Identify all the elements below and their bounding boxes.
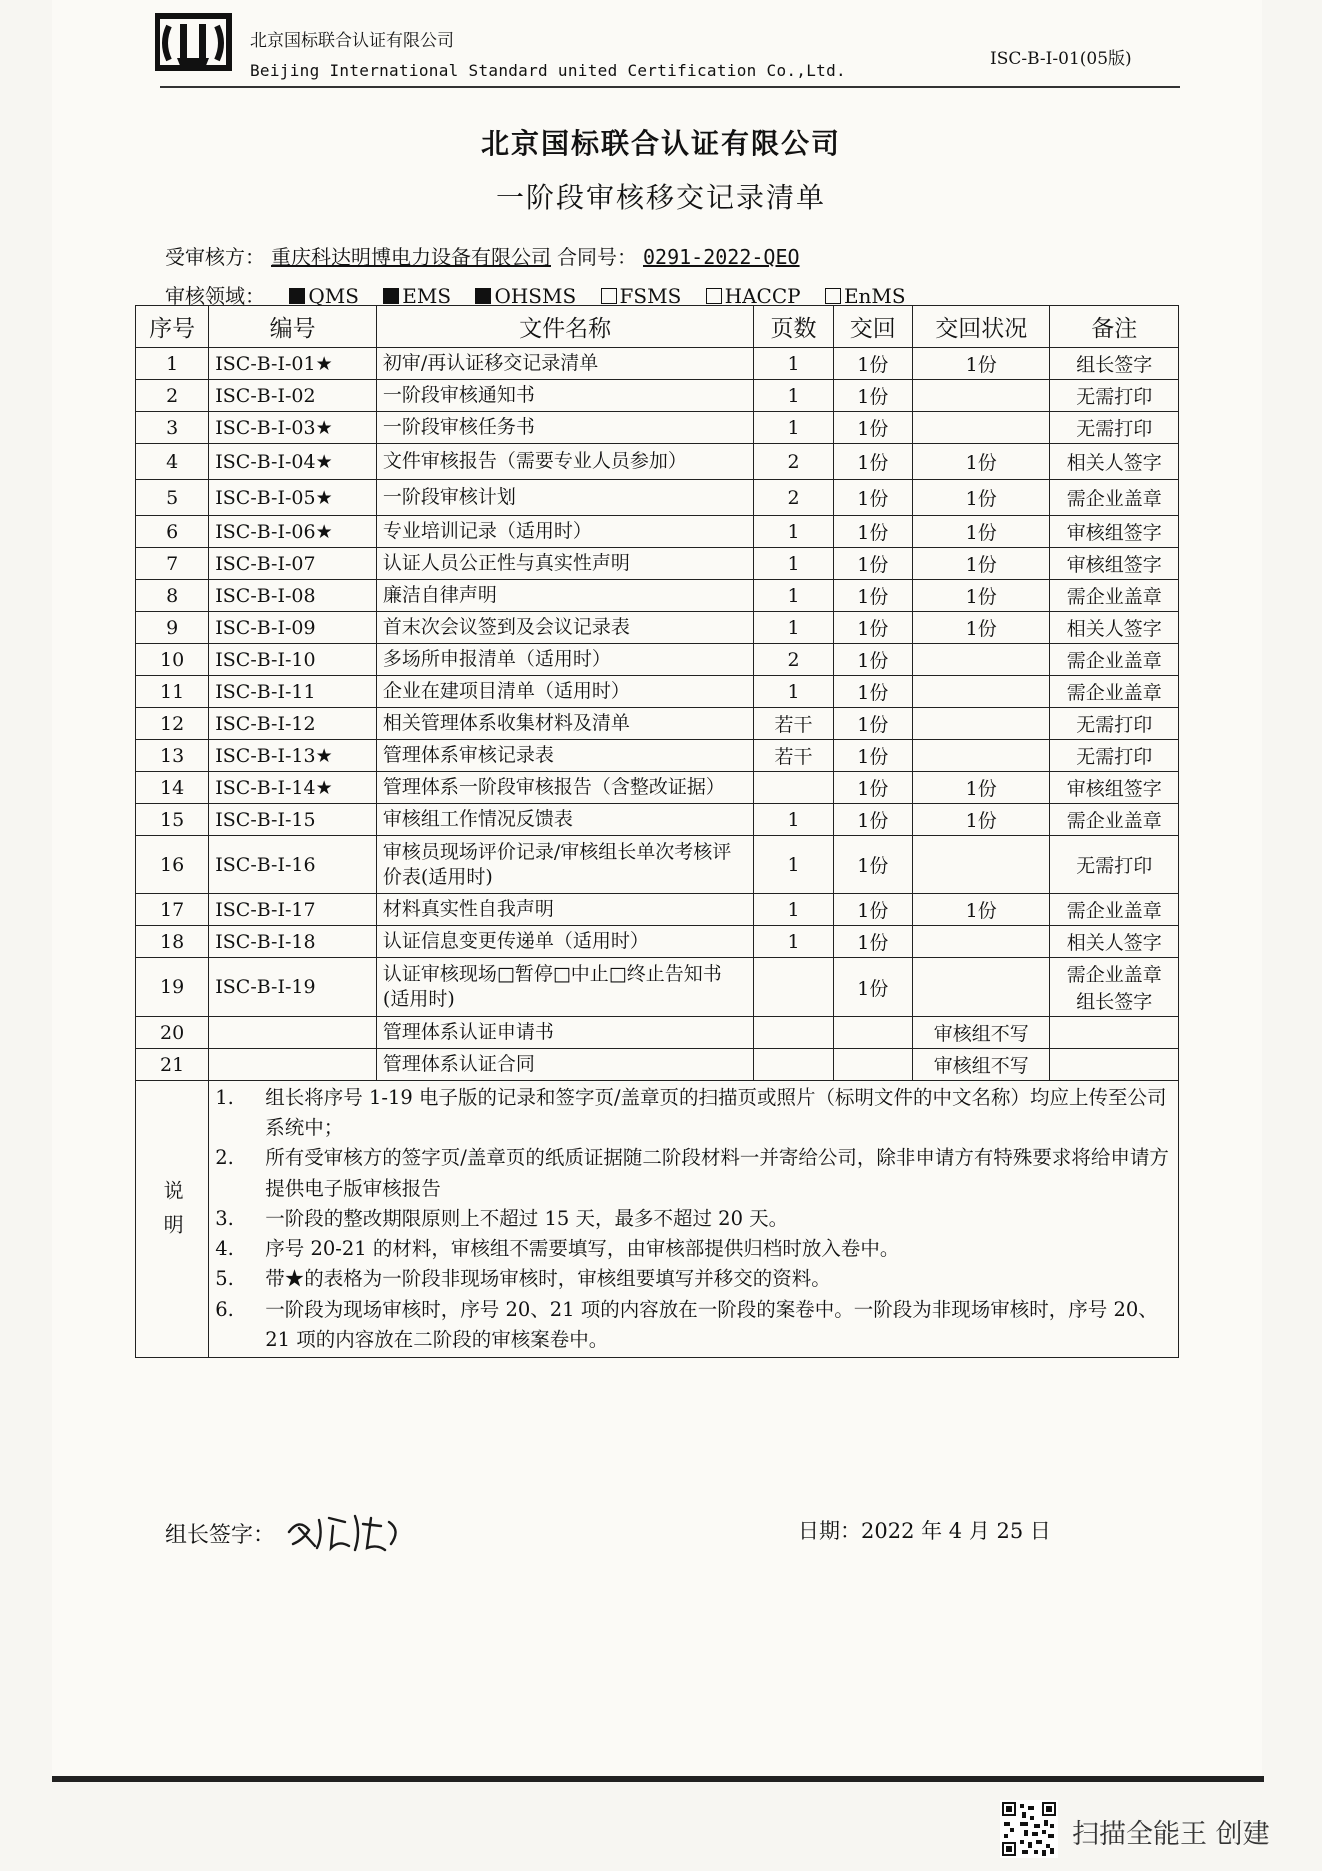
row-status: 1份: [912, 612, 1050, 644]
document-subtitle: 一阶段审核移交记录清单: [495, 181, 826, 214]
domain-ems: EMS: [383, 284, 451, 308]
note-text: 一阶段为现场审核时，序号 20、21 项的内容放在一阶段的案卷中。一阶段为非现场审核时，序号 20、21 项的内容放在二阶段的审核案卷中。: [265, 1297, 1158, 1351]
row-note: 审核组签字: [1050, 772, 1179, 804]
row-no: 8: [136, 580, 209, 612]
row-pages: 1: [754, 612, 833, 644]
row-handed: 1份: [833, 926, 912, 958]
row-code: ISC-B-I-18: [209, 926, 377, 958]
row-code: ISC-B-I-01★: [209, 348, 377, 380]
row-name: 一阶段审核任务书: [376, 412, 753, 444]
row-no: 15: [136, 804, 209, 836]
row-no: 3: [136, 412, 209, 444]
domain-ohsms: OHSMS: [475, 284, 576, 308]
row-name: 一阶段审核计划: [376, 480, 753, 516]
notes-label: 说明: [136, 1081, 209, 1358]
row-status: [912, 380, 1050, 412]
row-name: 管理体系认证申请书: [376, 1017, 753, 1049]
row-handed: 1份: [833, 548, 912, 580]
col-header-name: 文件名称: [376, 306, 753, 348]
row-status: 1份: [912, 894, 1050, 926]
row-note: 审核组签字: [1050, 516, 1179, 548]
note-item: [215, 1083, 1172, 1143]
row-handed: [833, 1049, 912, 1081]
company-name-cn: 北京国标联合认证有限公司: [250, 31, 454, 51]
row-handed: 1份: [833, 836, 912, 894]
row-note: [1050, 958, 1179, 1017]
row-pages: 1: [754, 676, 833, 708]
domain-fsms: FSMS: [601, 284, 682, 308]
row-handed: 1份: [833, 740, 912, 772]
row-name: 廉洁自律声明: [376, 580, 753, 612]
row-pages: 若干: [754, 740, 833, 772]
auditee-label: 受审核方：: [165, 245, 265, 269]
table-row: [136, 926, 1179, 958]
row-note: 无需打印: [1050, 836, 1179, 894]
row-name: 企业在建项目清单（适用时）: [376, 676, 753, 708]
date-value: 2022 年 4 月 25 日: [861, 1519, 1051, 1543]
table-row: [136, 516, 1179, 548]
row-note: 需企业盖章: [1050, 480, 1179, 516]
table-row: [136, 772, 1179, 804]
row-pages: 1: [754, 580, 833, 612]
row-status: [912, 958, 1050, 1017]
company-logo: [155, 12, 235, 74]
handover-table: [135, 305, 1179, 1358]
row-code: ISC-B-I-17: [209, 894, 377, 926]
contract-label: 合同号：: [557, 245, 637, 269]
leader-signature-label: 组长签字：: [165, 1523, 276, 1548]
row-no: 12: [136, 708, 209, 740]
note-item: [215, 1264, 1172, 1294]
col-header-pages: 页数: [754, 306, 833, 348]
row-code: ISC-B-I-02: [209, 380, 377, 412]
col-header-handed: 交回: [833, 306, 912, 348]
row-name: 管理体系审核记录表: [376, 740, 753, 772]
row-code: [209, 1017, 377, 1049]
domain-haccp: HACCP: [706, 284, 801, 308]
row-note: 审核组签字: [1050, 548, 1179, 580]
col-header-status: 交回状况: [912, 306, 1050, 348]
table-row: [136, 1017, 1179, 1049]
note-number: 5.: [215, 1267, 234, 1291]
row-status: [912, 644, 1050, 676]
row-name: 认证信息变更传递单（适用时）: [376, 926, 753, 958]
row-name: 一阶段审核通知书: [376, 380, 753, 412]
row-no: 10: [136, 644, 209, 676]
row-code: ISC-B-I-12: [209, 708, 377, 740]
row-status: 1份: [912, 444, 1050, 480]
row-pages: 1: [754, 380, 833, 412]
note-text: 带★的表格为一阶段非现场审核时，审核组要填写并移交的资料。: [265, 1267, 831, 1291]
row-pages: 1: [754, 548, 833, 580]
row-note: 需企业盖章: [1050, 894, 1179, 926]
row-no: 17: [136, 894, 209, 926]
row-no: 6: [136, 516, 209, 548]
row-no: 5: [136, 480, 209, 516]
company-name-en: Beijing International Standard united Certification Co.,Ltd.: [250, 61, 846, 80]
note-number: 3.: [215, 1206, 234, 1230]
row-pages: [754, 1017, 833, 1049]
row-pages: 2: [754, 644, 833, 676]
row-no: 18: [136, 926, 209, 958]
col-header-note: 备注: [1050, 306, 1179, 348]
row-status: [912, 412, 1050, 444]
row-note: 无需打印: [1050, 708, 1179, 740]
notes-content: [209, 1081, 1179, 1358]
row-pages: 1: [754, 836, 833, 894]
note-number: 2.: [215, 1146, 234, 1170]
note-text: 序号 20-21 的材料，审核组不需要填写，由审核部提供归档时放入卷中。: [265, 1237, 900, 1261]
row-no: 7: [136, 548, 209, 580]
row-code: ISC-B-I-15: [209, 804, 377, 836]
checkbox-empty-icon: [825, 288, 841, 304]
row-code: ISC-B-I-09: [209, 612, 377, 644]
row-pages: 1: [754, 348, 833, 380]
row-note: 相关人签字: [1050, 444, 1179, 480]
row-status: 审核组不写: [912, 1017, 1050, 1049]
row-code: ISC-B-I-11: [209, 676, 377, 708]
row-status: 1份: [912, 516, 1050, 548]
table-row: [136, 894, 1179, 926]
table-row: [136, 380, 1179, 412]
domain-qms: QMS: [289, 284, 359, 308]
row-note: 相关人签字: [1050, 926, 1179, 958]
row-no: 20: [136, 1017, 209, 1049]
row-pages: 1: [754, 412, 833, 444]
row-note: 无需打印: [1050, 740, 1179, 772]
scanner-watermark: 扫描全能王 创建: [1072, 1819, 1270, 1850]
row-status: 1份: [912, 772, 1050, 804]
row-no: 19: [136, 958, 209, 1017]
date-line: [798, 1515, 1051, 1545]
row-pages: 1: [754, 894, 833, 926]
contract-value: 0291-2022-QEO: [643, 245, 800, 269]
table-row: [136, 958, 1179, 1017]
table-row: [136, 804, 1179, 836]
row-name: 相关管理体系收集材料及清单: [376, 708, 753, 740]
row-handed: 1份: [833, 380, 912, 412]
table-row: [136, 348, 1179, 380]
row-name: 材料真实性自我声明: [376, 894, 753, 926]
table-row: [136, 612, 1179, 644]
row-no: 1: [136, 348, 209, 380]
table-row: [136, 836, 1179, 894]
row-status: 1份: [912, 548, 1050, 580]
row-status: [912, 926, 1050, 958]
row-status: [912, 676, 1050, 708]
row-code: ISC-B-I-04★: [209, 444, 377, 480]
row-handed: [833, 1017, 912, 1049]
row-pages: [754, 1049, 833, 1081]
note-text: 组长将序号 1-19 电子版的记录和签字页/盖章页的扫描页或照片（标明文件的中文名称）均应上传至公司系统中；: [265, 1086, 1167, 1140]
table-row: [136, 708, 1179, 740]
row-no: 4: [136, 444, 209, 480]
row-pages: 1: [754, 516, 833, 548]
row-pages: [754, 958, 833, 1017]
row-status: [912, 708, 1050, 740]
col-header-code: 编号: [209, 306, 377, 348]
handwritten-signature: [285, 1510, 425, 1554]
header-divider: [160, 86, 1180, 88]
row-name: 多场所申报清单（适用时）: [376, 644, 753, 676]
qr-code-icon: [1000, 1800, 1058, 1858]
row-handed: 1份: [833, 708, 912, 740]
row-code: ISC-B-I-16: [209, 836, 377, 894]
row-handed: 1份: [833, 894, 912, 926]
row-no: 14: [136, 772, 209, 804]
table-row: [136, 1049, 1179, 1081]
auditee-value: 重庆科达明博电力设备有限公司: [271, 245, 551, 269]
row-code: ISC-B-I-08: [209, 580, 377, 612]
row-pages: 1: [754, 926, 833, 958]
row-no: 2: [136, 380, 209, 412]
row-status: [912, 836, 1050, 894]
table-row: [136, 444, 1179, 480]
row-handed: 1份: [833, 516, 912, 548]
row-name: 首末次会议签到及会议记录表: [376, 612, 753, 644]
row-code: ISC-B-I-05★: [209, 480, 377, 516]
table-row: [136, 740, 1179, 772]
row-note: 需企业盖章: [1050, 580, 1179, 612]
row-status: 审核组不写: [912, 1049, 1050, 1081]
form-code: ISC-B-I-01(05版): [990, 49, 1132, 69]
row-name: 审核员现场评价记录/审核组长单次考核评价表(适用时): [376, 836, 753, 894]
row-pages: 1: [754, 804, 833, 836]
row-note: 相关人签字: [1050, 612, 1179, 644]
row-handed: 1份: [833, 480, 912, 516]
row-status: [912, 740, 1050, 772]
checkbox-checked-icon: [383, 288, 399, 304]
row-name: 管理体系一阶段审核报告（含整改证据）: [376, 772, 753, 804]
checkbox-empty-icon: [601, 288, 617, 304]
page-edge: [52, 1776, 1264, 1782]
row-note-line: 组长签字: [1076, 991, 1153, 1013]
row-handed: 1份: [833, 958, 912, 1017]
row-no: 9: [136, 612, 209, 644]
row-status: 1份: [912, 804, 1050, 836]
row-code: ISC-B-I-13★: [209, 740, 377, 772]
row-name: 管理体系认证合同: [376, 1049, 753, 1081]
row-note: 无需打印: [1050, 412, 1179, 444]
note-item: [215, 1204, 1172, 1234]
row-pages: 若干: [754, 708, 833, 740]
row-note: 无需打印: [1050, 380, 1179, 412]
row-name: 认证人员公正性与真实性声明: [376, 548, 753, 580]
row-no: 16: [136, 836, 209, 894]
row-code: ISC-B-I-06★: [209, 516, 377, 548]
note-item: [215, 1143, 1172, 1203]
row-handed: 1份: [833, 444, 912, 480]
row-no: 21: [136, 1049, 209, 1081]
document-title: 北京国标联合认证有限公司: [480, 127, 841, 160]
domain-enms: EnMS: [825, 284, 906, 308]
row-code: ISC-B-I-10: [209, 644, 377, 676]
table-row: [136, 676, 1179, 708]
note-number: 1.: [215, 1086, 234, 1109]
row-code: ISC-B-I-19: [209, 958, 377, 1017]
domains-label: 审核领域：: [165, 284, 265, 308]
row-status: 1份: [912, 348, 1050, 380]
row-note: 需企业盖章: [1050, 804, 1179, 836]
row-code: ISC-B-I-07: [209, 548, 377, 580]
row-note: 需企业盖章: [1050, 644, 1179, 676]
row-name: 认证审核现场□暂停□中止□终止告知书(适用时): [376, 958, 753, 1017]
note-text: 一阶段的整改期限原则上不超过 15 天，最多不超过 20 天。: [265, 1206, 789, 1230]
table-row: [136, 412, 1179, 444]
row-code: [209, 1049, 377, 1081]
note-number: 4.: [215, 1237, 234, 1261]
checkbox-empty-icon: [706, 288, 722, 304]
row-handed: 1份: [833, 348, 912, 380]
note-text: 所有受审核方的签字页/盖章页的纸质证据随二阶段材料一并寄给公司，除非申请方有特殊要求将给申请方提供电子版审核报告: [265, 1146, 1169, 1200]
row-handed: 1份: [833, 612, 912, 644]
notes-row: [136, 1081, 1179, 1358]
row-name: 初审/再认证移交记录清单: [376, 348, 753, 380]
row-note-line: 需企业盖章: [1066, 964, 1162, 986]
table-header-row: [136, 306, 1179, 348]
row-note: 需企业盖章: [1050, 676, 1179, 708]
row-handed: 1份: [833, 676, 912, 708]
row-no: 11: [136, 676, 209, 708]
table-body: [136, 348, 1179, 1081]
checkbox-checked-icon: [475, 288, 491, 304]
row-code: ISC-B-I-03★: [209, 412, 377, 444]
row-name: 专业培训记录（适用时）: [376, 516, 753, 548]
row-status: 1份: [912, 480, 1050, 516]
row-no: 13: [136, 740, 209, 772]
auditee-line: [165, 241, 806, 270]
row-handed: 1份: [833, 644, 912, 676]
row-note: [1050, 1017, 1179, 1049]
date-label: 日期：: [798, 1519, 861, 1543]
row-note: [1050, 1049, 1179, 1081]
row-note: 组长签字: [1050, 348, 1179, 380]
table-row: [136, 548, 1179, 580]
row-pages: [754, 772, 833, 804]
row-code: ISC-B-I-14★: [209, 772, 377, 804]
note-number: 6.: [215, 1297, 234, 1321]
row-pages: 2: [754, 444, 833, 480]
row-status: 1份: [912, 580, 1050, 612]
row-name: 文件审核报告（需要专业人员参加）: [376, 444, 753, 480]
row-handed: 1份: [833, 804, 912, 836]
row-name: 审核组工作情况反馈表: [376, 804, 753, 836]
row-pages: 2: [754, 480, 833, 516]
note-item: [215, 1295, 1172, 1355]
col-header-no: 序号: [136, 306, 209, 348]
checkbox-checked-icon: [289, 288, 305, 304]
table-row: [136, 644, 1179, 676]
table-row: [136, 580, 1179, 612]
row-handed: 1份: [833, 772, 912, 804]
table-row: [136, 480, 1179, 516]
row-handed: 1份: [833, 580, 912, 612]
row-handed: 1份: [833, 412, 912, 444]
note-item: [215, 1234, 1172, 1264]
